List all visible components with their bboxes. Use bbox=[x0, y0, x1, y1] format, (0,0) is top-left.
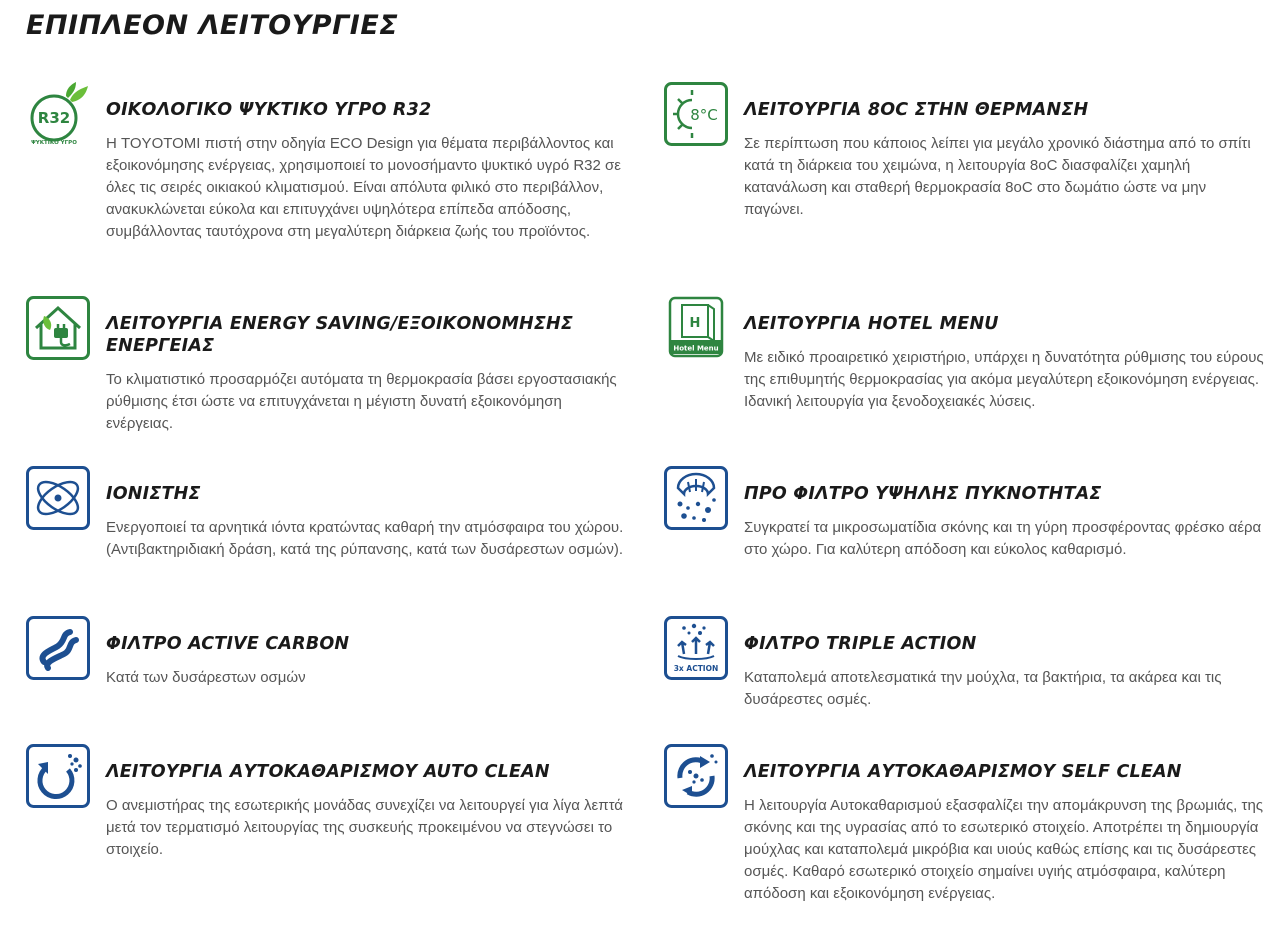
feature-text: Ο ανεμιστήρας της εσωτερικής μονάδας συνεχίζει να λειτουργεί για λίγα λεπτά μετά τον τερματισμό λειτουργίας της συσκευής προκειμένου να στεγνώσει το στοιχείο. bbox=[106, 797, 623, 858]
energy-saving-house-icon bbox=[26, 296, 90, 360]
feature-text: Κατά των δυσάρεστων οσμών bbox=[106, 669, 306, 686]
high-density-filter-icon bbox=[664, 466, 728, 530]
feature-title: ΛΕΙΤΟΥΡΓΙΑ 8ΟC ΣΤΗΝ ΘΕΡΜΑΝΣΗ bbox=[744, 100, 1089, 120]
feature-title: ΦΙΛΤΡΟ ACTIVE CARBON bbox=[106, 634, 350, 654]
feature-title: ΛΕΙΤΟΥΡΓΙΑ ΑΥΤΟΚΑΘΑΡΙΣΜΟΥ SELF CLEAN bbox=[744, 762, 1182, 782]
r32-icon-label: R32 bbox=[37, 109, 71, 127]
feature-text: Καταπολεμά αποτελεσματικά την μούχλα, τα βακτήρια, τα ακάρεα και τις δυσάρεστες οσμές. bbox=[744, 669, 1222, 708]
feature-text: Συγκρατεί τα μικροσωματίδια σκόνης και τη γύρη προσφέροντας φρέσκο αέρα στο χώρο. Για καλύτερη απόδοση και εύκολος καθαρισμό. bbox=[744, 519, 1262, 558]
feature-title: ΦΙΛΤΡΟ TRIPLE ACTION bbox=[744, 634, 977, 654]
r32-icon-sublabel: ΨΥΚΤΙΚΟ ΥΓΡΟ bbox=[31, 140, 77, 146]
auto-clean-icon bbox=[26, 744, 90, 808]
feature-text: Η λειτουργία Αυτοκαθαρισμού εξασφαλίζει την απομάκρυνση της βρωμιάς, της σκόνης και της υγρασίας από το εσωτερικό στοιχείο. Αποτρέπει τη δημιουργία μούχλας και καταπολεμά μικρόβια και υιούς καθώς επίσης και τις δυσάρεστες οσμές. Καθαρό εσωτερικό στοιχείο σημαίνει υγιής ατμόσφαιρα, καλύτερη απόδοση και εξοικονόμηση ενέργειας. bbox=[744, 797, 1264, 902]
self-clean-icon bbox=[664, 744, 728, 808]
triple-action-icon-label: 3x ACTION bbox=[673, 664, 719, 673]
active-carbon-icon bbox=[26, 616, 90, 680]
feature-text: Η TOYOTOMI πιστή στην οδηγία ECO Design για θέματα περιβάλλοντος και εξοικονόμησης ενέργειας, χρησιμοποιεί το μονοσήμαντο ψυκτικό υγρό R32 σε όλες τις σειρές οικιακού κλιματισμού. Είναι απόλυτα φιλικό στο περιβάλλον, ανακυκλώνεται εύκολα και επιτυγχάνει υψηλότερα επίπεδα απόδοσης, συμβάλλοντας ταυτόχρονα στη μεγαλύτερη διάρκεια ζωής του προϊόντος. bbox=[106, 135, 621, 240]
feature-title: ΟΙΚΟΛΟΓΙΚΟ ΨΥΚΤΙΚΟ ΥΓΡΟ R32 bbox=[106, 100, 432, 120]
feature-text: Το κλιματιστικό προσαρμόζει αυτόματα τη θερμοκρασία βάσει εργοστασιακής ρύθμισης έτσι ώστε να επιτυγχάνεται η μέγιστη δυνατή εξοικονόμηση ενέργειας. bbox=[106, 371, 617, 432]
ionizer-atom-icon bbox=[26, 466, 90, 530]
feature-title: ΛΕΙΤΟΥΡΓΙΑ HOTEL MENU bbox=[744, 314, 999, 334]
svg-text:H: H bbox=[689, 316, 701, 331]
r32-refrigerant-icon bbox=[26, 82, 90, 146]
feature-title: ΠΡΟ ΦΙΛΤΡΟ ΥΨΗΛΗΣ ΠΥΚΝΟΤΗΤΑΣ bbox=[744, 484, 1102, 504]
hotel-icon-label: Hotel Menu bbox=[673, 344, 719, 353]
feature-text: Με ειδικό προαιρετικό χειριστήριο, υπάρχει η δυνατότητα ρύθμισης του εύρους της επιθυμητής θερμοκρασίας για ακόμα μεγαλύτερη εξοικονόμηση ενέργειας. Ιδανική λειτουργία για ξενοδοχειακές λύσεις. bbox=[744, 349, 1264, 410]
feature-title: ΙΟΝΙΣΤΗΣ bbox=[106, 484, 201, 504]
heating-8c-icon bbox=[664, 82, 728, 146]
feature-text: Σε περίπτωση που κάποιος λείπει για μεγάλο χρονικό διάστημα από το σπίτι κατά τη διάρκεια του χειμώνα, η λειτουργία 8οC διασφαλίζει χαμηλή κατανάλωση και σταθερή θερμοκρασία 8οC στο δωμάτιο ώστε να μην παγώνει. bbox=[744, 135, 1251, 218]
hotel-menu-icon bbox=[664, 296, 728, 360]
feature-text: Ενεργοποιεί τα αρνητικά ιόντα κρατώντας καθαρή την ατμόσφαιρα του χώρου. (Αντιβακτηριδιακή δράση, κατά της ρύπανσης, κατά των δυσάρεστων οσμών). bbox=[106, 519, 624, 558]
feature-title: ΛΕΙΤΟΥΡΓΙΑ ΑΥΤΟΚΑΘΑΡΙΣΜΟΥ AUTO CLEAN bbox=[106, 762, 550, 782]
triple-action-icon bbox=[664, 616, 728, 680]
feature-title: ΛΕΙΤΟΥΡΓΙΑ ENERGY SAVING/ΕΞΟΙΚΟΝΟΜΗΣΗΣ ΕΝΕΡΓΕΙΑΣ bbox=[106, 314, 574, 356]
page-title: ΕΠΙΠΛΕΟΝ ΛΕΙΤΟΥΡΓΙΕΣ bbox=[26, 10, 399, 41]
heating-icon-label: 8°C bbox=[690, 106, 718, 124]
